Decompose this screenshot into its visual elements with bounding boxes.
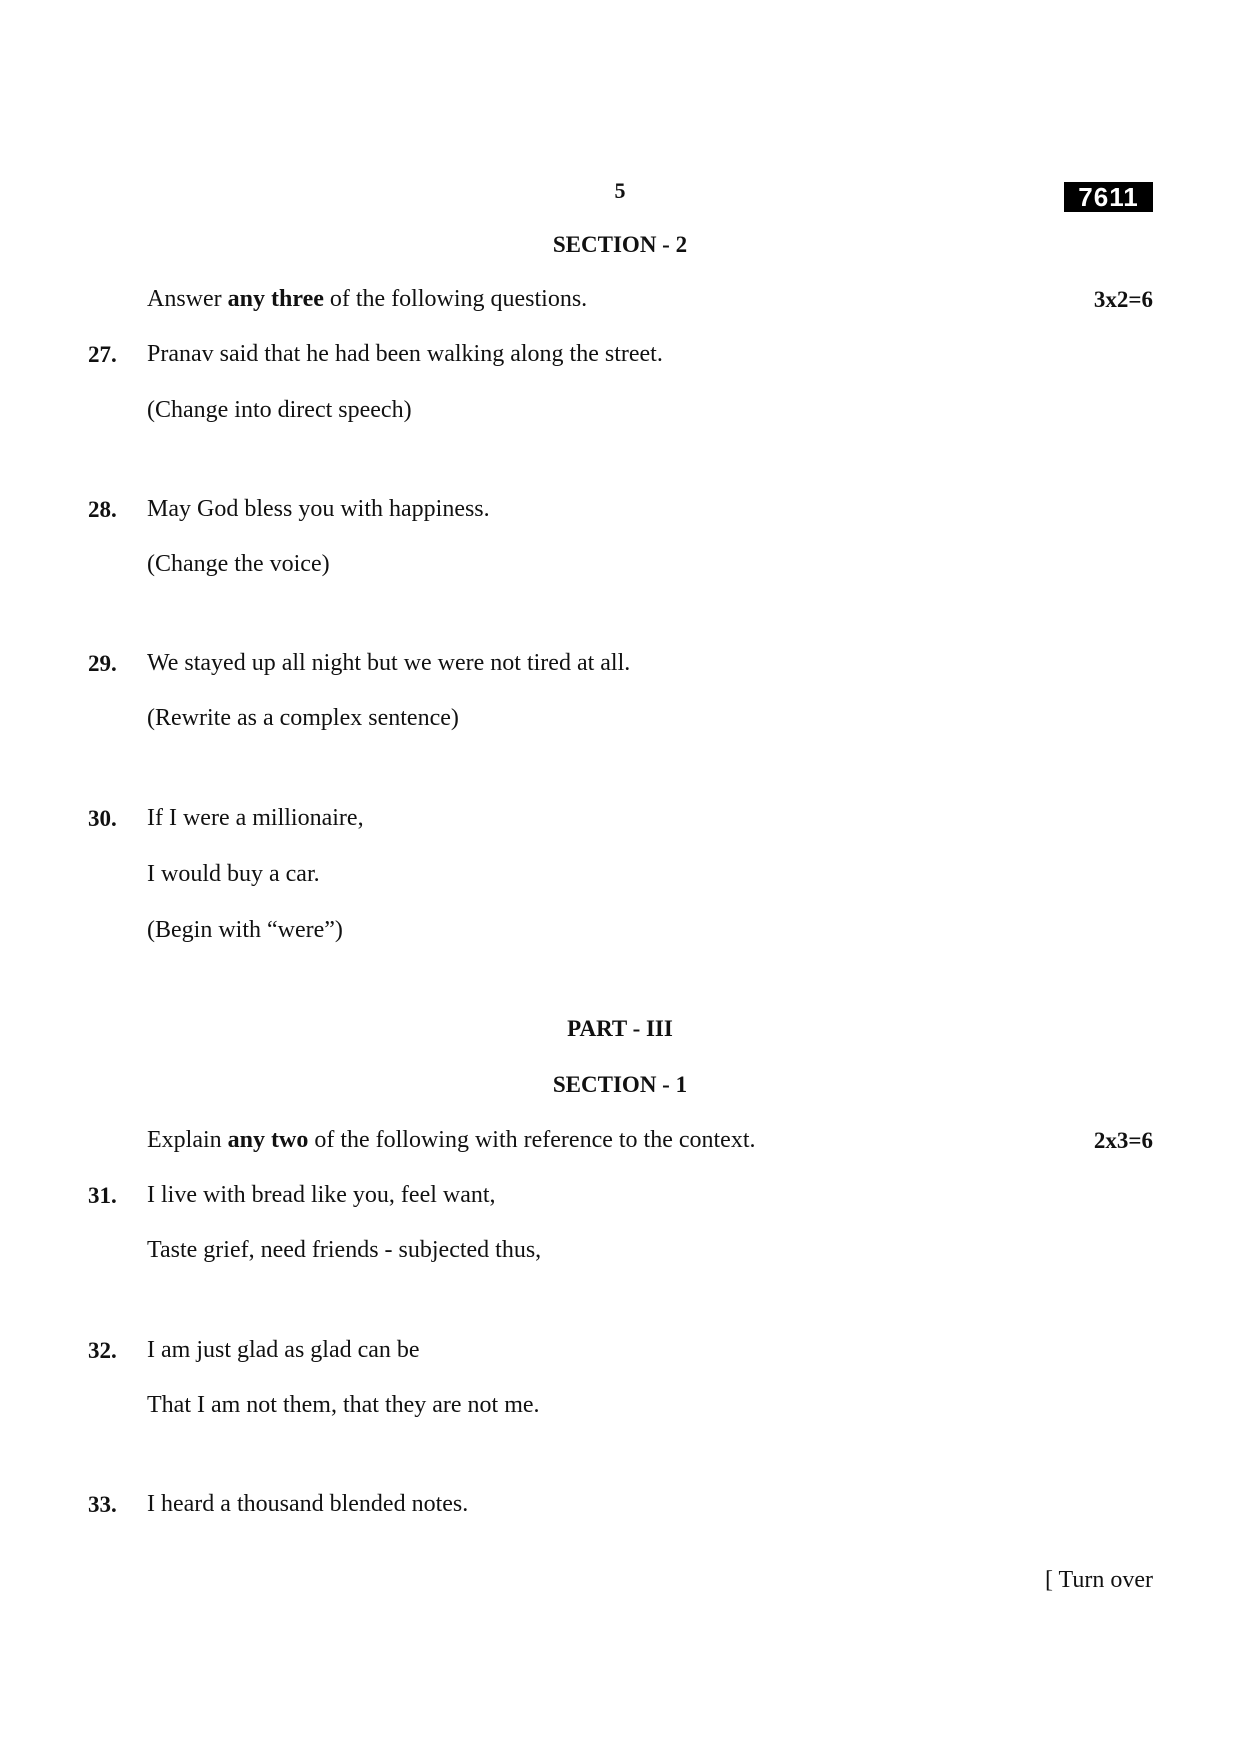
section-2-marks: 3x2=6 <box>1093 287 1153 312</box>
section-1-heading: SECTION - 1 <box>552 1072 688 1097</box>
question-text: Pranav said that he had been walking along the street. <box>147 341 663 367</box>
page-number: 5 <box>614 178 626 203</box>
question-number: 29. <box>88 651 117 676</box>
turn-over-note: [ Turn over <box>1044 1567 1153 1593</box>
section-1-marks: 2x3=6 <box>1093 1128 1153 1153</box>
instruction-emphasis: any three <box>227 286 324 312</box>
section-2-instruction <box>147 287 587 311</box>
question-instruction: (Change the voice) <box>147 551 330 577</box>
question-text: Taste grief, need friends - subjected thus, <box>147 1237 542 1263</box>
question-instruction: (Begin with “were”) <box>147 917 343 943</box>
question-instruction: (Rewrite as a complex sentence) <box>147 705 459 731</box>
paper-code-badge: 7611 <box>1064 182 1153 212</box>
question-number: 32. <box>88 1338 117 1363</box>
question-text: I heard a thousand blended notes. <box>147 1491 469 1517</box>
question-number: 28. <box>88 497 117 522</box>
question-number: 33. <box>88 1492 117 1517</box>
question-instruction: (Change into direct speech) <box>147 397 412 423</box>
question-text: We stayed up all night but we were not tired at all. <box>147 650 631 676</box>
instruction-suffix: of the following with reference to the context. <box>308 1127 756 1153</box>
section-2-heading: SECTION - 2 <box>552 232 688 257</box>
section-1-instruction <box>147 1128 756 1152</box>
question-text: If I were a millionaire, <box>147 805 364 831</box>
question-text: I live with bread like you, feel want, <box>147 1182 496 1208</box>
instruction-prefix: Explain <box>147 1127 228 1153</box>
part-3-heading: PART - III <box>567 1016 673 1041</box>
question-text: That I am not them, that they are not me. <box>147 1392 540 1418</box>
question-text: I would buy a car. <box>147 861 320 887</box>
instruction-prefix: Answer <box>147 286 228 312</box>
instruction-emphasis: any two <box>227 1127 309 1153</box>
question-text: I am just glad as glad can be <box>147 1337 420 1363</box>
instruction-suffix: of the following questions. <box>323 286 588 312</box>
question-number: 31. <box>88 1183 117 1208</box>
question-number: 30. <box>88 806 117 831</box>
question-text: May God bless you with happiness. <box>147 496 490 522</box>
question-number: 27. <box>88 342 117 367</box>
